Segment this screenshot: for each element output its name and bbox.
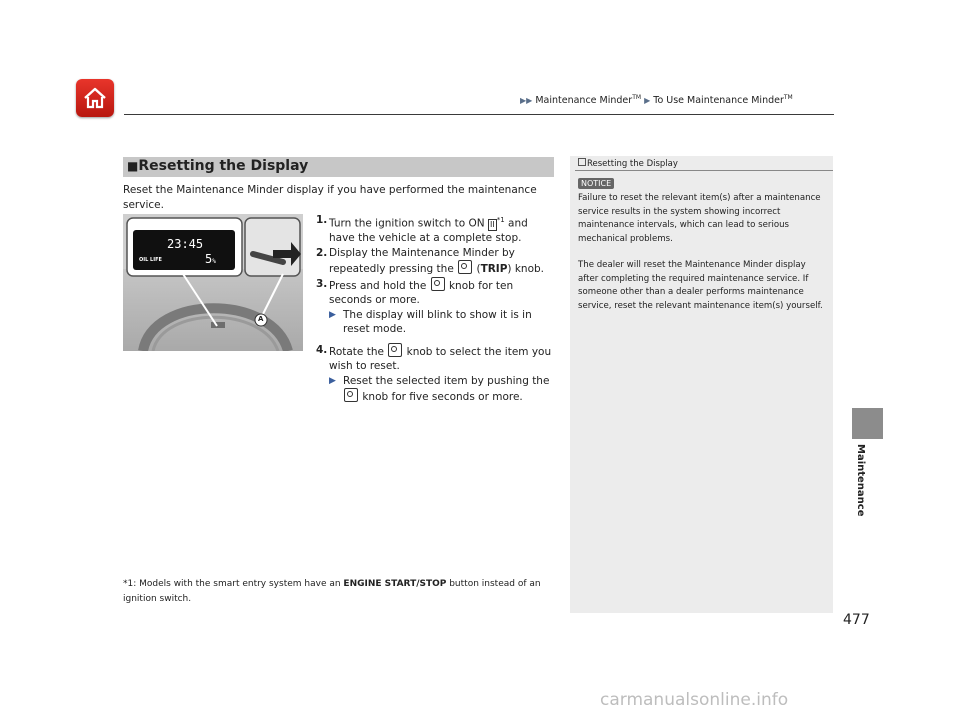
- footnote: *1: Models with the smart entry system have an ENGINE START/STOP button instead of an ignition switch.: [123, 579, 541, 604]
- step-3: 3. Press and hold the knob for ten seconds or more.: [316, 277, 514, 306]
- instrument-cluster-photo: [123, 214, 303, 351]
- watermark: carmanualsonline.info: [600, 690, 789, 710]
- selector-knob-icon: [458, 260, 472, 274]
- chapter-label: Maintenance: [855, 444, 866, 517]
- step-4: 4. Rotate the knob to select the item you wish to reset.: [316, 343, 552, 372]
- selector-knob-icon: [344, 388, 358, 402]
- notice-badge: NOTICE: [578, 178, 614, 189]
- square-bullet-icon: ■: [127, 159, 139, 173]
- notes-panel-title: Resetting the Display: [578, 158, 678, 169]
- oil-life-label: OIL LIFE: [139, 257, 162, 263]
- header-divider: [124, 114, 834, 115]
- selector-knob-icon: [388, 343, 402, 357]
- clock-readout: 23:45: [167, 237, 204, 251]
- breadcrumb-arrow-icon: ▶▶: [520, 96, 533, 106]
- home-button[interactable]: [76, 79, 114, 117]
- home-icon: [82, 86, 108, 110]
- callout-label: A: [258, 315, 264, 323]
- notice-paragraph: Failure to reset the relevant item(s) after a maintenance service results in the system showing incorrect maintenance intervals, which can lead to serious mechanical problems.: [578, 193, 821, 244]
- result-arrow-icon: ▶: [329, 375, 336, 386]
- dealer-paragraph: The dealer will reset the Maintenance Minder display after completing the required maintenance service. If someone other than a dealer performs maintenance service, reset the relevant maintenance item(s) yourself.: [578, 260, 823, 311]
- note-icon: [578, 158, 586, 166]
- step-4-result: ▶ Reset the selected item by pushing the knob for five seconds or more.: [329, 374, 550, 403]
- section-title: ■Resetting the Display: [127, 158, 309, 174]
- page-number: 477: [843, 612, 870, 628]
- notes-panel-divider: [575, 170, 833, 171]
- breadcrumb-item[interactable]: To Use Maintenance Minder™: [653, 94, 793, 107]
- oil-life-value: 5%: [205, 252, 216, 266]
- ignition-position-icon: II: [489, 219, 495, 229]
- step-2: 2. Display the Maintenance Minder by repeatedly pressing the (TRIP) knob.: [316, 246, 545, 275]
- breadcrumb: [520, 94, 793, 106]
- steps-list: [316, 213, 556, 405]
- chapter-tab[interactable]: [852, 408, 883, 439]
- step-1: 1. Turn the ignition switch to ON II $^{*1}$ and have the vehicle at a complete stop.: [316, 214, 528, 244]
- intro-paragraph: Reset the Maintenance Minder display if you have performed the maintenance service.: [123, 184, 537, 211]
- result-arrow-icon: ▶: [329, 309, 336, 320]
- selector-knob-icon: [431, 277, 445, 291]
- breadcrumb-arrow-icon: ▶: [644, 96, 651, 106]
- step-3-result: ▶ The display will blink to show it is in reset mode.: [329, 308, 532, 335]
- breadcrumb-item[interactable]: Maintenance Minder™: [535, 94, 642, 107]
